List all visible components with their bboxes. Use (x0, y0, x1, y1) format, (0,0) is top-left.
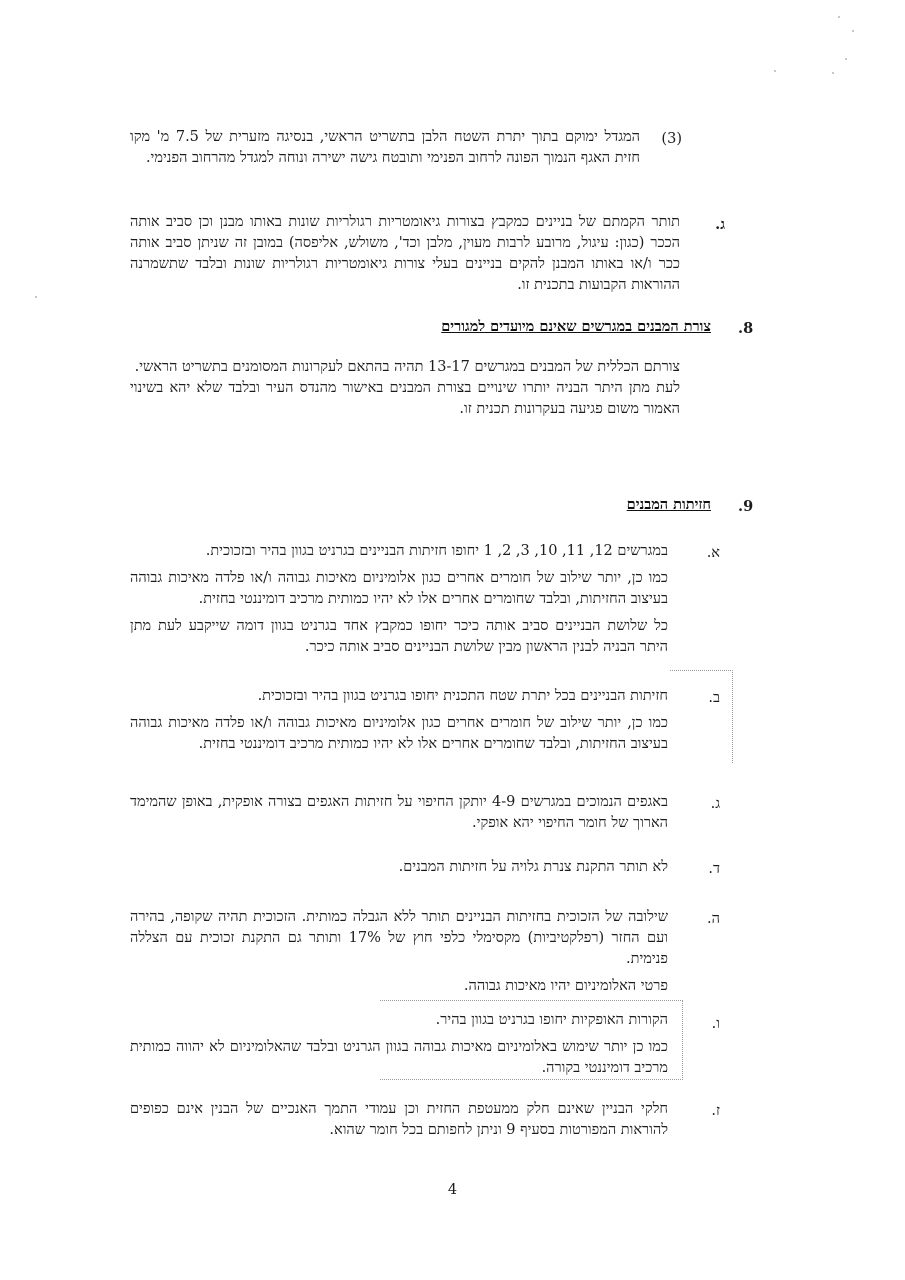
section-8-body (130, 357, 680, 420)
scan-speck (845, 58, 847, 60)
item-para: שילובה של הזכוכית בחזיתות הבניינים תותר ללא הגבלה כמותית. הזכוכית תהיה שקופה, בהירה ועם החזר (רפלקטיביות) מקסימלי כלפי חוץ של 17% ותותר גם התקנת זכוכית עם הצללה פנימית. (130, 909, 668, 967)
section-number: 8. (738, 320, 754, 337)
item-marker: ג. (715, 216, 725, 233)
item-para: כמו כן, יותר שילוב של חומרים אחרים כגון אלומיניום מאיכות גבוהה ו/או פלדה מאיכות גבוהה בעיצוב החזיתות, ובלבד שחומרים אחרים אלו לא יהיו כמותית מרכיב דומיננטי בחזית. (130, 715, 668, 752)
scan-speck (35, 296, 37, 298)
section-9-item-a (130, 541, 668, 658)
section-8-para: לעת מתן היתר הבניה יותרו שינויים בצורת המבנים באישור מהנדס העיר ובלבד שלא יהא בשינוי האמור משום פגיעה בעקרונות תכנית זו. (130, 380, 680, 417)
item-para: חזיתות הבניינים בכל יתרת שטח התכנית יחופו בגרניט בגוון בהיר ובזכוכית. (257, 688, 668, 704)
item-marker: ג. (710, 796, 720, 812)
section-9-item-g (130, 1099, 668, 1141)
item-3-text: המגדל ימוקם בתוך יתרת השטח הלבן בתשריט הראשי, בנסיגה מזערית של 7.5 מ' מקו חזית האגף הנמוך הפונה לרחוב הפנימי ותובטח גישה ישירה ונוחה למגדל מהרחוב הפנימי. (130, 129, 640, 166)
scan-speck (832, 72, 834, 74)
item-para: כמו כן יותר שימוש באלומיניום מאיכות גבוהה בגוון הגרניט ובלבד שהאלומיניום לא יהווה כמותית מרכיב דומיננטי בקורה. (130, 1039, 668, 1076)
section-9-title: חזיתות המבנים (626, 496, 711, 513)
section-9-item-c (130, 792, 668, 834)
section-9-item-d (130, 857, 668, 878)
margin-bracket-mark (380, 1000, 683, 1080)
scan-speck (852, 30, 854, 32)
item-para: כמו כן, יותר שילוב של חומרים אחרים כגון אלומיניום מאיכות גבוהה ו/או פלדה מאיכות גבוהה בעיצוב החזיתות, ובלבד שחומרים אחרים אלו לא יהיו כמותית מרכיב דומיננטי בחזית. (130, 570, 668, 607)
section-8-title: צורת המבנים במגרשים שאינם מיועדים למגורים (441, 318, 711, 335)
section-9-item-b (130, 686, 668, 755)
section-number: 9. (738, 498, 754, 515)
item-para: חלקי הבניין שאינם חלק ממעטפת החזית וכן עמודי התמך האנכיים של הבנין אינם כפופים להוראות המפורטות בסעיף 9 וניתן לחפותם בכל חומר שהוא. (130, 1101, 668, 1138)
item-marker: ז. (711, 1103, 720, 1119)
item-g-prev-block (130, 212, 680, 296)
item-g-prev-text: תותר הקמתם של בניינים כמקבץ בצורות גיאומטריות רגולריות שונות באותו מבנן וכן סביב אותה הככר (כגון: עיגול, מרובע לרבות מעוין, מלבן וכד', משולש, אליפסה) במובן זה שניתן סביב אותה ככר ו/או באותו המבנן להקים בניינים בעלי צורות גיאומטריות רגולריות שונות ובלבד שתשמרנה ההוראות הקבועות בתכנית זו. (130, 214, 680, 293)
item-para: הקורות האופקיות יחופו בגרניט בגוון בהיר. (435, 1012, 668, 1028)
item-para: במגרשים 12, 11, 10, 3, 2, 1 יחופו חזיתות הבניינים בגרניט בגוון בהיר ובזכוכית. (205, 543, 668, 559)
item-para: לא תותר התקנת צנרת גלויה על חזיתות המבנים. (398, 859, 668, 875)
scan-speck (774, 70, 776, 72)
scan-speck (838, 16, 840, 18)
section-9-item-e (130, 907, 668, 997)
item-marker: ו. (711, 1016, 720, 1032)
item-para: כל שלושת הבניינים סביב אותה כיכר יחופו כמקבץ אחד בגרניט בגוון דומה שייקבע לעת מתן היתר הבניה לבנין הראשון מבין שלושת הבניינים סביב אותה כיכר. (130, 618, 668, 655)
item-para: פרטי האלומיניום יהיו מאיכות גבוהה. (463, 978, 668, 994)
item-marker: ה. (707, 911, 720, 927)
item-marker: א. (706, 545, 720, 561)
item-para: באגפים הנמוכים במגרשים 4-9 יותקן החיפוי על חזיתות האגפים בצורה אופקית, באופן שהמימד הארוך של חומר החיפוי יהא אופקי. (130, 794, 668, 831)
item-3-block (130, 127, 640, 169)
item-marker: ב. (708, 690, 720, 706)
item-marker: (3) (661, 131, 682, 147)
page-number: 4 (447, 1182, 458, 1198)
section-8-para: צורתם הכללית של המבנים במגרשים 13-17 תהיה בהתאם לעקרונות המסומנים בתשריט הראשי. (134, 359, 680, 375)
margin-bracket-mark (670, 670, 733, 763)
item-marker: ד. (708, 861, 720, 877)
